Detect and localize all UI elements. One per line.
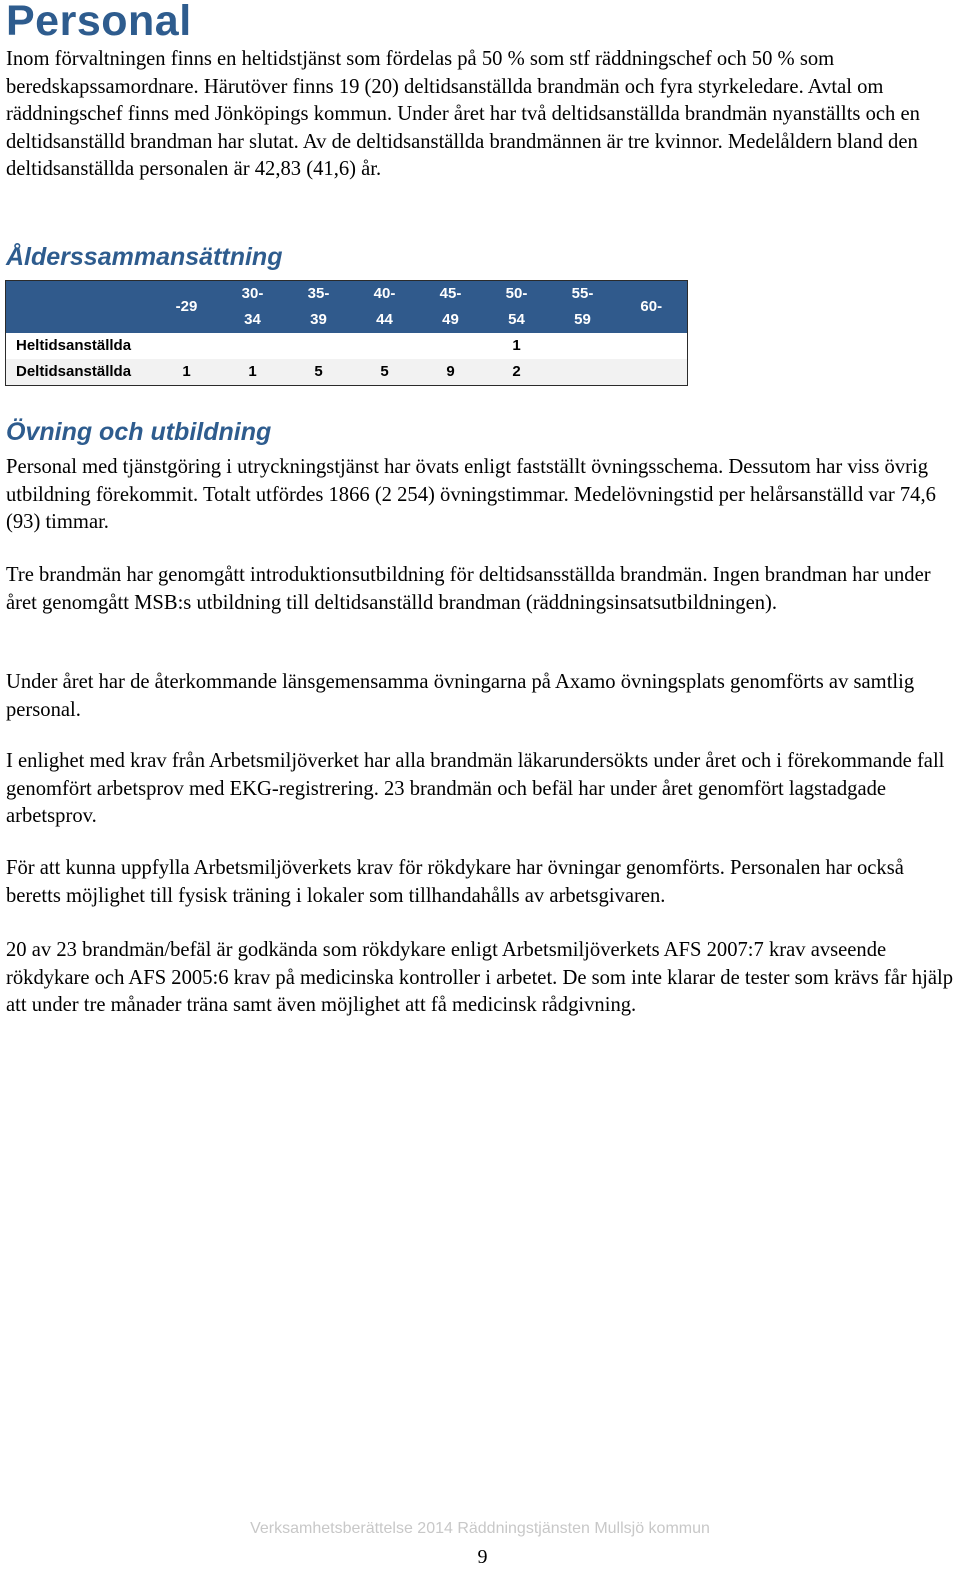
table-row-heltidsanstallda — [6, 333, 688, 359]
table-cell: 5 — [286, 359, 352, 386]
training-section-heading: Övning och utbildning — [6, 418, 272, 446]
age-column-header: 30- 34 — [220, 281, 286, 334]
age-column-header: 45- 49 — [418, 281, 484, 334]
table-cell: 1 — [220, 359, 286, 386]
table-cell — [418, 333, 484, 359]
age-column-header: -29 — [154, 281, 220, 334]
table-cell: 1 — [154, 359, 220, 386]
age-column-header: 50- 54 — [484, 281, 550, 334]
table-cell: 9 — [418, 359, 484, 386]
training-paragraph: För att kunna uppfylla Arbetsmiljöverkets krav för rökdykare har övningar genomförts. Personalen har också beretts möjlighet till fysisk träning i lokaler som tillhandahålls av arbetsgivaren. — [6, 857, 904, 907]
table-cell: 5 — [352, 359, 418, 386]
row-label: Deltidsanställda — [6, 359, 154, 386]
age-section-heading: Ålderssammansättning — [6, 243, 283, 271]
age-table — [5, 280, 688, 386]
table-cell — [550, 333, 616, 359]
age-column-header: 35- 39 — [286, 281, 352, 334]
age-column-header: 40- 44 — [352, 281, 418, 334]
table-cell — [616, 333, 688, 359]
row-label: Heltidsanställda — [6, 333, 154, 359]
table-cell — [154, 333, 220, 359]
table-cell: 1 — [484, 333, 550, 359]
table-cell: 2 — [484, 359, 550, 386]
training-paragraph: 20 av 23 brandmän/befäl är godkända som rökdykare enligt Arbetsmiljöverkets AFS 2007:7 krav avseende rökdykare och AFS 2005:6 krav på medicinska kontroller i arbetet. De som inte klarar de tester som krävs får hjälp att under tre månader träna samt även möjlighet att få medicinsk rådgivning. — [6, 939, 954, 1016]
training-paragraph: Tre brandmän har genomgått introduktionsutbildning för deltidsansställda brandmän. Ingen brandman har under året genomgått MSB:s utbildning till deltidsanställd brandman (räddningsinsatsutbildningen). — [6, 564, 931, 614]
page-title: Personal — [6, 0, 192, 45]
age-table-header-row — [6, 281, 688, 334]
age-table-corner — [6, 281, 154, 334]
table-cell — [352, 333, 418, 359]
table-cell — [616, 359, 688, 386]
training-paragraph: I enlighet med krav från Arbetsmiljöverket har alla brandmän läkarundersökts under året och i förekommande fall genomfört arbetsprov med EKG-registrering. 23 brandmän och befäl har under året genomfört lagstadgade arbetsprov. — [6, 750, 945, 827]
table-cell — [220, 333, 286, 359]
training-paragraph: Under året har de återkommande länsgemensamma övningarna på Axamo övningsplats genomförts av samtlig personal. — [6, 671, 915, 721]
table-cell — [286, 333, 352, 359]
table-cell — [550, 359, 616, 386]
page-number: 9 — [477, 1546, 488, 1568]
page-footer: Verksamhetsberättelse 2014 Räddningstjänsten Mullsjö kommun — [250, 1520, 710, 1537]
intro-paragraph: Inom förvaltningen finns en heltidstjänst som fördelas på 50 % som stf räddningschef och 50 % som beredskapssamordnare. Härutöver finns 19 (20) deltidsanställda brandmän och fyra styrkeledare. Avtal om räddningschef finns med Jönköpings kommun. Under året har två deltidsanställda brandmän nyanställts och en deltidsanställd brandman har slutat. Av de deltidsanställda brandmännen är tre kvinnor. Medelåldern bland den deltidsanställda personalen är 42,83 (41,6) år. — [6, 48, 920, 180]
age-column-header: 55- 59 — [550, 281, 616, 334]
age-column-header: 60- — [616, 281, 688, 334]
training-paragraph: Personal med tjänstgöring i utryckningstjänst har övats enligt fastställt övningsschema. Dessutom har viss övrig utbildning förekommit. Totalt utfördes 1866 (2 254) övningstimmar. Medelövningstid per helårsanställd var 74,6 (93) timmar. — [6, 456, 936, 533]
table-row-deltidsanstallda — [6, 359, 688, 386]
